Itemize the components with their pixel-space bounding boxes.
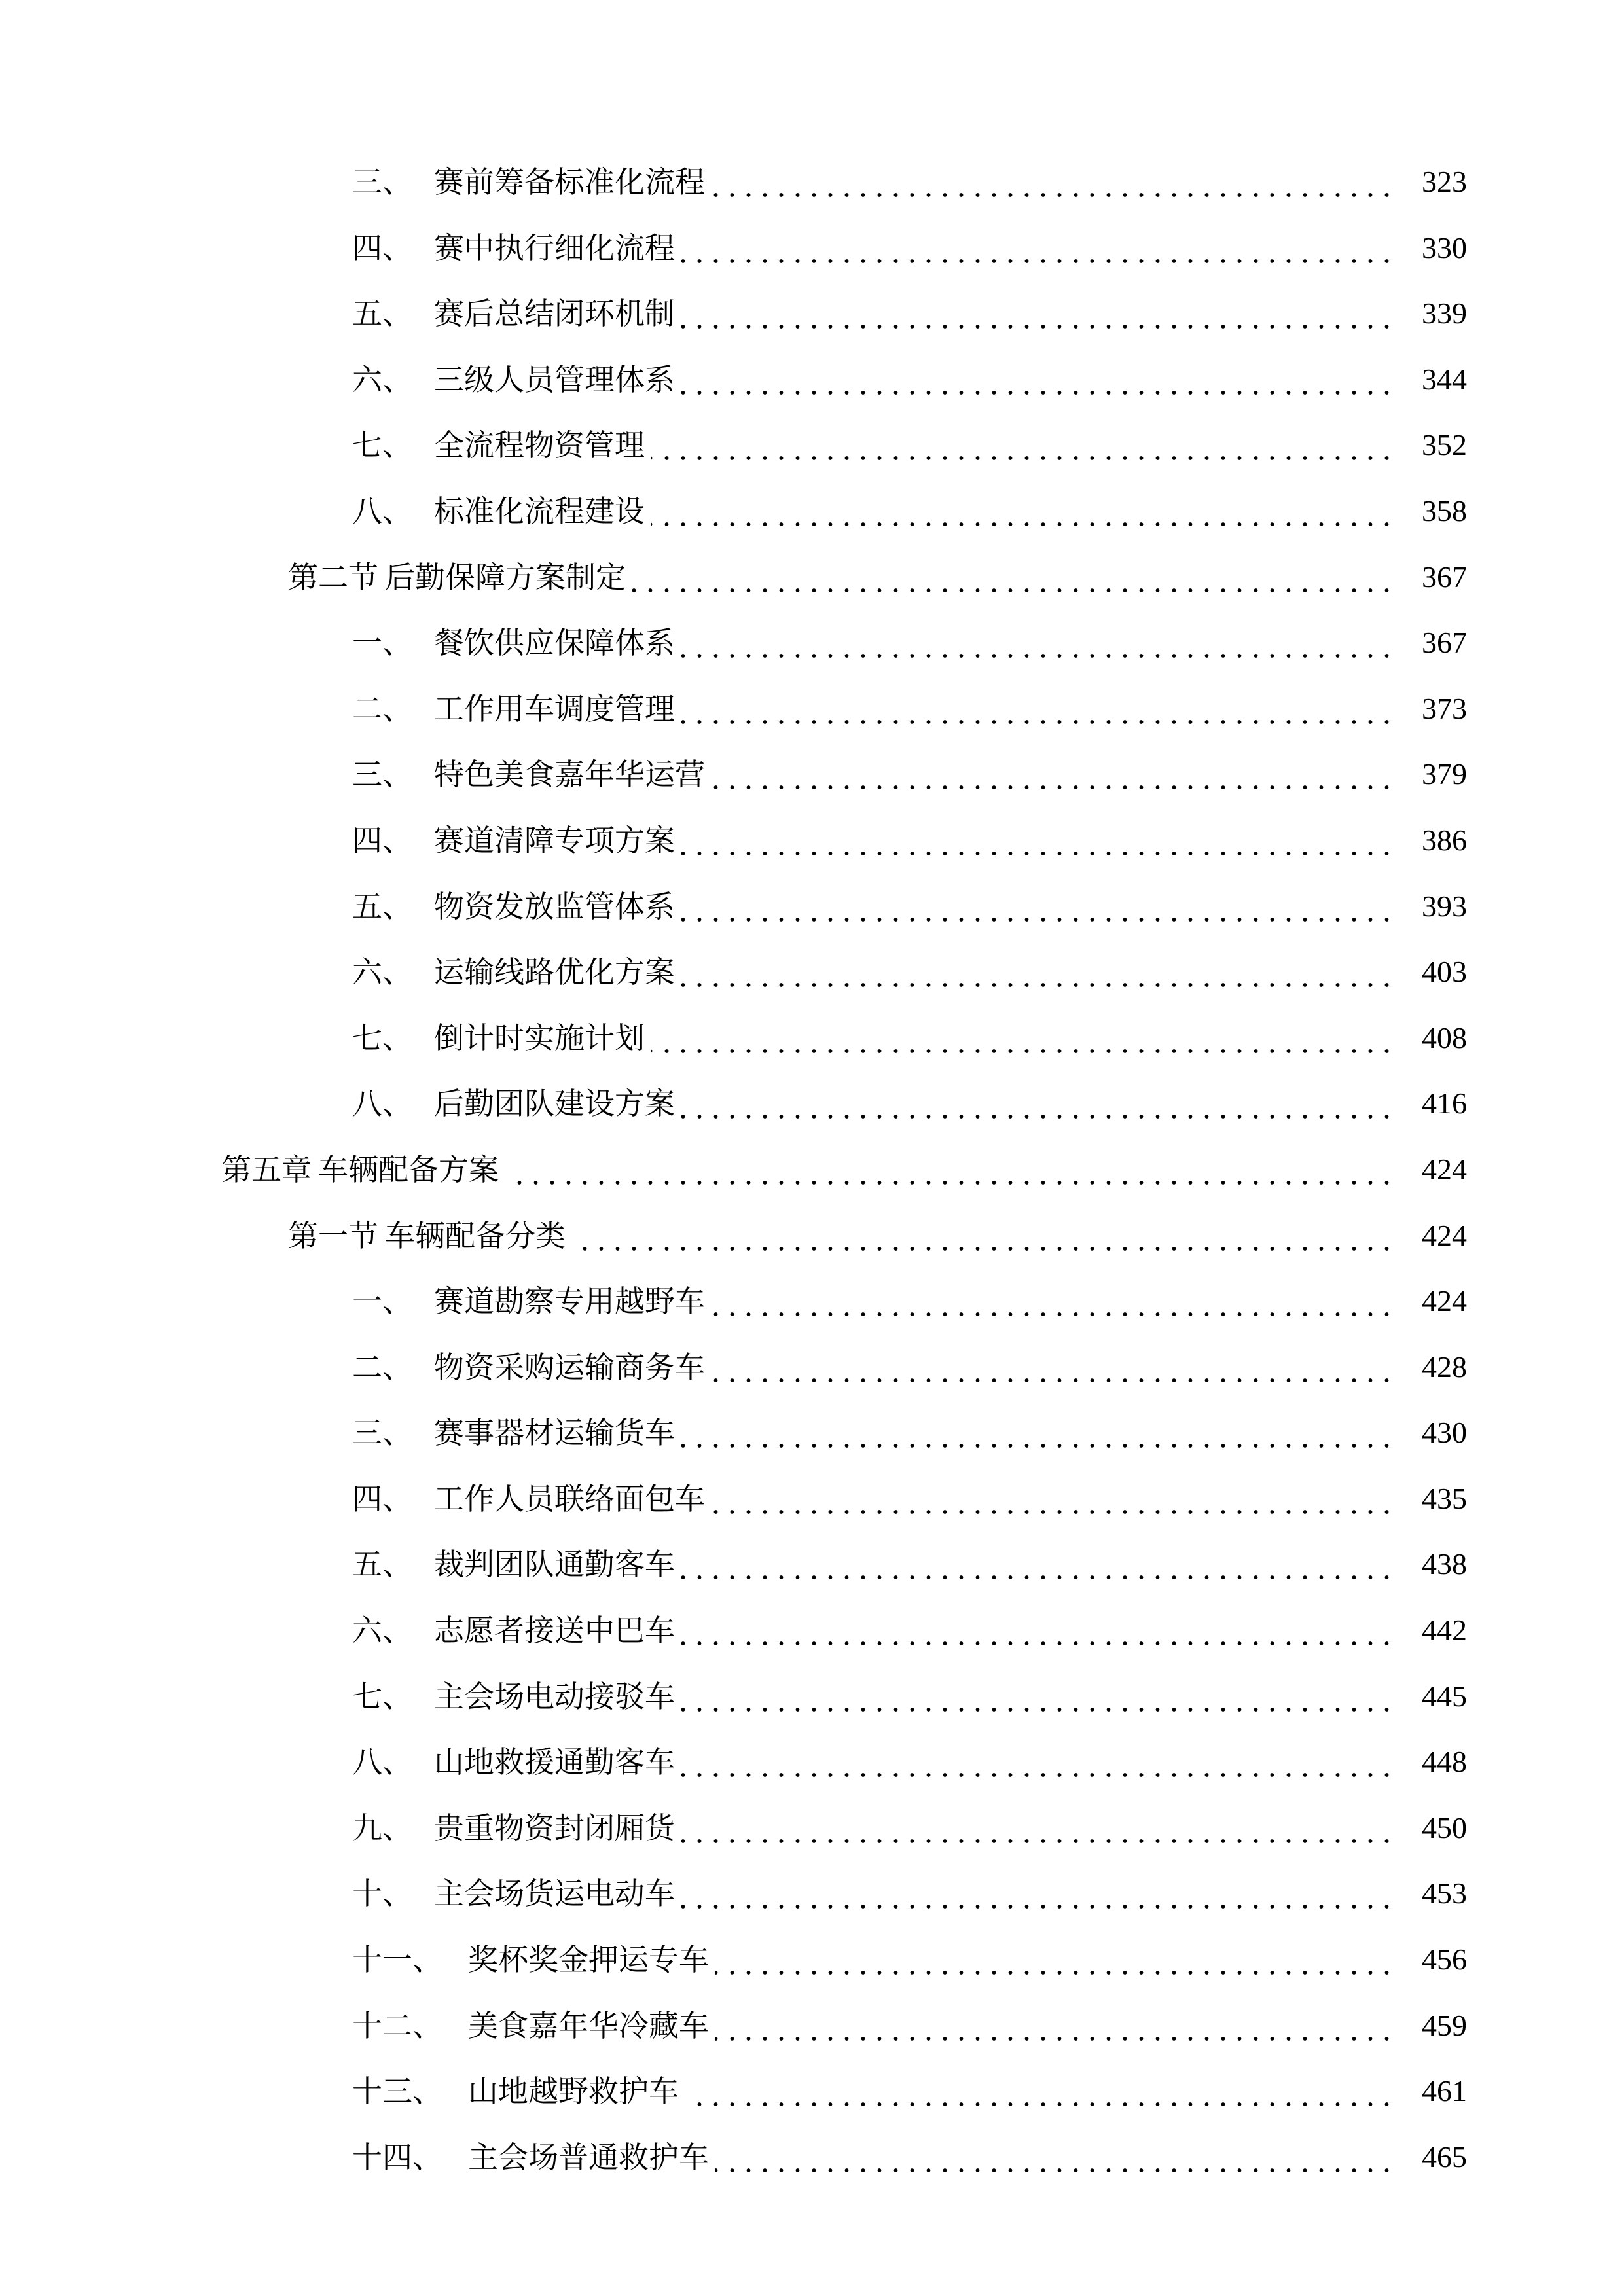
toc-entry-number: 一、 <box>352 625 412 661</box>
toc-entry-number: 六、 <box>352 1613 412 1649</box>
toc-entry-title: 裁判团队通勤客车 <box>434 1547 675 1583</box>
toc-entry-title: 志愿者接送中巴车 <box>434 1613 675 1649</box>
toc-entry-number: 十三、 <box>352 2073 442 2109</box>
toc-entry-page: 442 <box>1422 1613 1467 1647</box>
dot-leader <box>712 1348 1395 1387</box>
toc-entry-title: 主会场电动接驳车 <box>434 1678 675 1714</box>
dot-leader <box>712 162 1395 202</box>
toc-entry-title: 餐饮供应保障体系 <box>434 625 675 661</box>
toc-entry-number: 五、 <box>352 1547 412 1583</box>
toc-entry-page: 393 <box>1422 889 1467 923</box>
dot-leader <box>505 1150 1395 1189</box>
dot-leader <box>681 1677 1395 1716</box>
toc-entry-number: 八、 <box>352 493 412 529</box>
toc-entry-title: 赛中执行细化流程 <box>434 230 675 266</box>
dot-leader <box>715 2138 1395 2177</box>
toc-entry[interactable] <box>0 347 1624 413</box>
toc-entry-page: 408 <box>1422 1020 1467 1054</box>
toc-entry-page: 367 <box>1422 626 1467 660</box>
toc-entry[interactable] <box>0 808 1624 874</box>
toc-entry-page: 448 <box>1422 1745 1467 1779</box>
toc-section-number: 第一节 <box>288 1217 378 1253</box>
toc-entry-page: 330 <box>1422 230 1467 264</box>
toc-entry-title: 赛事器材运输货车 <box>434 1415 675 1451</box>
toc-entry-title: 赛道勘察专用越野车 <box>434 1283 705 1319</box>
toc-entry-number: 三、 <box>352 757 412 793</box>
toc-entry-number: 一、 <box>352 1283 412 1319</box>
dot-leader <box>681 1084 1395 1123</box>
toc-entry[interactable] <box>0 281 1624 347</box>
toc-entry-page: 435 <box>1422 1481 1467 1515</box>
toc-entry[interactable] <box>0 149 1624 215</box>
dot-leader <box>651 492 1395 531</box>
toc-entry[interactable] <box>0 412 1624 478</box>
toc-entry-page: 424 <box>1422 1152 1467 1186</box>
dot-leader <box>712 1479 1395 1518</box>
toc-entry-title: 山地救援通勤客车 <box>434 1744 675 1780</box>
toc-entry-title: 后勤团队建设方案 <box>434 1086 675 1122</box>
dot-leader <box>715 2006 1395 2045</box>
toc-entry-title: 山地越野救护车 <box>468 2073 679 2109</box>
toc-entry[interactable] <box>0 1268 1624 1335</box>
toc-entry[interactable] <box>0 1927 1624 1993</box>
toc-section-title: 后勤保障方案制定 <box>385 559 626 595</box>
toc-chapter-entry[interactable] <box>0 1137 1624 1203</box>
toc-entry-page: 344 <box>1422 362 1467 396</box>
dot-leader <box>681 1611 1395 1650</box>
toc-entry-title: 美食嘉年华冷藏车 <box>468 2007 709 2043</box>
toc-entry-page: 339 <box>1422 296 1467 331</box>
dot-leader <box>632 558 1395 597</box>
toc-entry-number: 五、 <box>352 296 412 332</box>
toc-entry-number: 七、 <box>352 1678 412 1714</box>
toc-entry-number: 五、 <box>352 888 412 924</box>
dot-leader <box>651 1018 1395 1058</box>
toc-entry-title: 三级人员管理体系 <box>434 361 675 397</box>
toc-section-entry[interactable] <box>0 1203 1624 1269</box>
toc-entry[interactable] <box>0 1993 1624 2059</box>
dot-leader <box>681 689 1395 728</box>
toc-entry-page: 403 <box>1422 955 1467 989</box>
toc-entry-number: 二、 <box>352 691 412 726</box>
dot-leader <box>681 1742 1395 1782</box>
toc-entry-title: 标准化流程建设 <box>434 493 645 529</box>
toc-entry[interactable] <box>0 874 1624 940</box>
toc-entry-title: 工作人员联络面包车 <box>434 1480 705 1516</box>
dot-leader <box>681 1808 1395 1848</box>
toc-entry[interactable] <box>0 939 1624 1005</box>
toc-entry-page: 424 <box>1422 1218 1467 1252</box>
dot-leader <box>681 1545 1395 1584</box>
toc-entry-title: 主会场普通救护车 <box>468 2139 709 2175</box>
toc-entry[interactable] <box>0 215 1624 281</box>
toc-entry-number: 四、 <box>352 1480 412 1516</box>
toc-entry-title: 全流程物资管理 <box>434 427 645 463</box>
dot-leader <box>712 755 1395 794</box>
toc-entry-title: 物资采购运输商务车 <box>434 1349 705 1385</box>
toc-entry-number: 八、 <box>352 1744 412 1780</box>
dot-leader <box>681 1413 1395 1452</box>
dot-leader <box>712 1282 1395 1321</box>
dot-leader <box>572 1216 1395 1255</box>
toc-entry-page: 323 <box>1422 165 1467 198</box>
toc-entry-page: 424 <box>1422 1284 1467 1318</box>
toc-entry-number: 二、 <box>352 1349 412 1385</box>
toc-entry-page: 465 <box>1422 2140 1467 2174</box>
toc-entry-title: 赛道清障专项方案 <box>434 822 675 858</box>
toc-entry-number: 十二、 <box>352 2007 442 2043</box>
dot-leader <box>715 1940 1395 1979</box>
toc-entry-title: 运输线路优化方案 <box>434 954 675 990</box>
toc-entry-page: 352 <box>1422 428 1467 462</box>
toc-entry[interactable] <box>0 2125 1624 2191</box>
dot-leader <box>681 360 1395 399</box>
toc-entry-page: 428 <box>1422 1350 1467 1384</box>
toc-entry[interactable] <box>0 1598 1624 1664</box>
toc-entry[interactable] <box>0 1664 1624 1730</box>
toc-entry-number: 六、 <box>352 361 412 397</box>
toc-entry-page: 379 <box>1422 757 1467 791</box>
dot-leader <box>681 294 1395 333</box>
toc-entry[interactable] <box>0 1861 1624 1927</box>
toc-entry[interactable] <box>0 742 1624 808</box>
dot-leader <box>681 228 1395 268</box>
toc-entry-page: 416 <box>1422 1086 1467 1121</box>
toc-entry[interactable] <box>0 1071 1624 1137</box>
toc-entry-number: 四、 <box>352 230 412 266</box>
dot-leader <box>681 1874 1395 1913</box>
toc-entry-title: 工作用车调度管理 <box>434 691 675 726</box>
toc-section-entry[interactable] <box>0 545 1624 611</box>
toc-entry-number: 八、 <box>352 1086 412 1122</box>
dot-leader <box>681 623 1395 662</box>
dot-leader <box>681 887 1395 926</box>
toc-chapter-title: 车辆配备方案 <box>318 1151 499 1187</box>
toc-entry-number: 六、 <box>352 954 412 990</box>
toc-section-number: 第二节 <box>288 559 378 595</box>
toc-entry-page: 438 <box>1422 1547 1467 1581</box>
dot-leader <box>651 425 1395 465</box>
toc-entry[interactable] <box>0 676 1624 742</box>
toc-entry-page: 367 <box>1422 560 1467 594</box>
toc-entry[interactable] <box>0 478 1624 545</box>
toc-entry-page: 358 <box>1422 493 1467 528</box>
toc-entry[interactable] <box>0 1400 1624 1466</box>
dot-leader <box>681 821 1395 860</box>
dot-leader <box>681 952 1395 992</box>
toc-entry[interactable] <box>0 1335 1624 1401</box>
toc-entry-title: 特色美食嘉年华运营 <box>434 757 705 793</box>
toc-entry-page: 430 <box>1422 1416 1467 1450</box>
toc-entry-page: 373 <box>1422 691 1467 725</box>
toc-entry-title: 赛后总结闭环机制 <box>434 296 675 332</box>
toc-entry[interactable] <box>0 1005 1624 1071</box>
toc-entry[interactable] <box>0 1532 1624 1598</box>
dot-leader <box>685 2072 1395 2111</box>
toc-entry-page: 453 <box>1422 1876 1467 1910</box>
toc-entry[interactable] <box>0 1729 1624 1795</box>
toc-entry-number: 十一、 <box>352 1942 442 1978</box>
toc-entry-title: 奖杯奖金押运专车 <box>468 1942 709 1978</box>
toc-entry-number: 七、 <box>352 427 412 463</box>
toc-entry-number: 三、 <box>352 1415 412 1451</box>
toc-entry-number: 十四、 <box>352 2139 442 2175</box>
toc-entry-number: 七、 <box>352 1020 412 1056</box>
toc-entry-number: 三、 <box>352 164 412 200</box>
toc-entry-title: 贵重物资封闭厢货 <box>434 1810 675 1846</box>
table-of-contents <box>0 149 1624 2190</box>
toc-entry[interactable] <box>0 610 1624 676</box>
toc-entry[interactable] <box>0 2058 1624 2125</box>
toc-entry-page: 459 <box>1422 2008 1467 2042</box>
toc-entry-title: 倒计时实施计划 <box>434 1020 645 1056</box>
toc-entry-page: 445 <box>1422 1679 1467 1713</box>
toc-entry[interactable] <box>0 1466 1624 1532</box>
toc-chapter-number: 第五章 <box>221 1151 312 1187</box>
toc-entry-page: 386 <box>1422 823 1467 857</box>
toc-entry-number: 十、 <box>352 1876 412 1912</box>
toc-entry-title: 物资发放监管体系 <box>434 888 675 924</box>
toc-section-title: 车辆配备分类 <box>385 1217 566 1253</box>
toc-entry-page: 456 <box>1422 1943 1467 1977</box>
toc-entry-title: 主会场货运电动车 <box>434 1876 675 1912</box>
toc-entry-title: 赛前筹备标准化流程 <box>434 164 705 200</box>
toc-entry-number: 四、 <box>352 822 412 858</box>
toc-entry-number: 九、 <box>352 1810 412 1846</box>
toc-entry-page: 461 <box>1422 2074 1467 2108</box>
toc-entry-page: 450 <box>1422 1810 1467 1844</box>
toc-entry[interactable] <box>0 1795 1624 1861</box>
